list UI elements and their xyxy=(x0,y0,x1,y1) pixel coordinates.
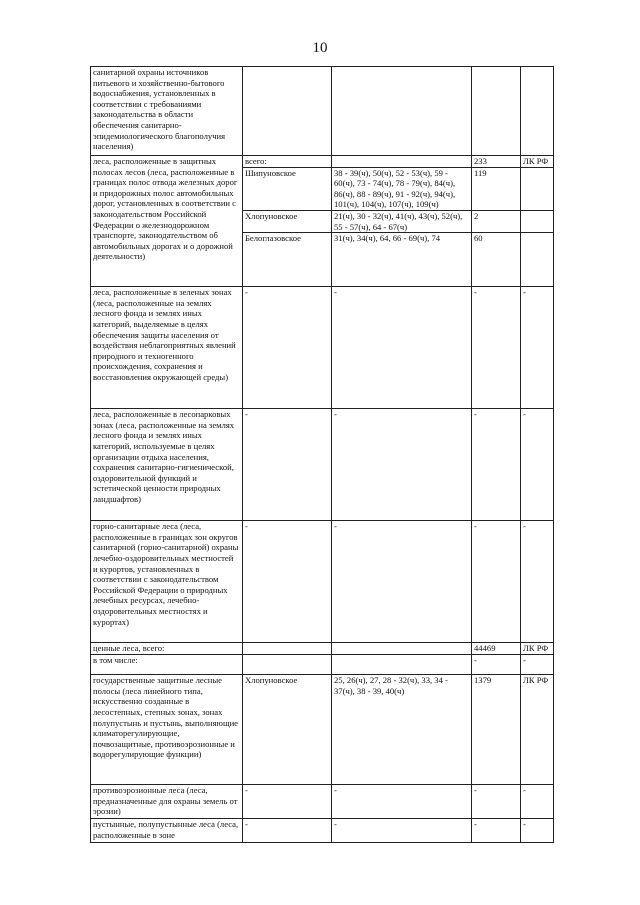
quarters-cell: - xyxy=(332,785,472,819)
table-row xyxy=(91,643,554,655)
forestry-cell: - xyxy=(243,819,332,843)
quarters-cell xyxy=(332,655,472,675)
quarters-cell: 21(ч), 30 - 32(ч), 41(ч), 43(ч), 52(ч), 55 - 57(ч), 64 - 67(ч) xyxy=(332,210,472,232)
forestry-cell: всего: xyxy=(243,156,332,168)
quarters-cell: 38 - 39(ч), 50(ч), 52 - 53(ч), 59 - 60(ч), 73 - 74(ч), 78 - 79(ч), 84(ч), 86(ч), 88 - 89(ч), 91 - 92(ч), 94(ч), 101(ч), 104(ч), 107(ч), 109(ч) xyxy=(332,167,472,210)
area-cell: - xyxy=(472,409,521,521)
table-row xyxy=(91,655,554,675)
category-cell: государственные защитные лесные полосы (леса линейного типа, искусственно созданные в лесостепных, степных зонах, зонах полупустынь и пустынь, выполняющие климаторегулирующие, почвозащитные, противоэрозионные и водорегулирующие функции) xyxy=(91,675,243,785)
area-cell: - xyxy=(472,521,521,643)
table-row xyxy=(91,67,554,156)
forestry-cell: - xyxy=(243,287,332,409)
docs-cell: - xyxy=(521,521,554,643)
forestry-cell: - xyxy=(243,409,332,521)
table-row xyxy=(91,287,554,409)
docs-cell xyxy=(521,167,554,210)
docs-cell xyxy=(521,67,554,156)
forest-category-table xyxy=(90,66,554,843)
docs-cell: - xyxy=(521,655,554,675)
area-cell: 2 xyxy=(472,210,521,232)
category-cell: санитарной охраны источников питьевого и хозяйственно-бытового водоснабжения, установленных в соответствии с требованиями законодательства в области обеспечения санитарно-эпидемиологического благополучия населения) xyxy=(91,67,243,156)
docs-cell: - xyxy=(521,287,554,409)
table-row xyxy=(91,819,554,843)
docs-cell xyxy=(521,210,554,232)
category-cell: противоэрозионные леса (леса, предназначенные для охраны земель от эрозии) xyxy=(91,785,243,819)
quarters-cell: - xyxy=(332,521,472,643)
quarters-cell xyxy=(332,67,472,156)
docs-cell: ЛК РФ xyxy=(521,675,554,785)
docs-cell: ЛК РФ xyxy=(521,156,554,168)
category-cell: ценные леса, всего: xyxy=(91,643,243,655)
forestry-cell: - xyxy=(243,785,332,819)
forestry-cell: Белоглазовское xyxy=(243,233,332,287)
table-row xyxy=(91,675,554,785)
quarters-cell: 31(ч), 34(ч), 64, 66 - 69(ч), 74 xyxy=(332,233,472,287)
page-number: 10 xyxy=(312,40,328,56)
table-row xyxy=(91,785,554,819)
docs-cell xyxy=(521,233,554,287)
quarters-cell: - xyxy=(332,819,472,843)
area-cell: - xyxy=(472,819,521,843)
area-cell: 44469 xyxy=(472,643,521,655)
category-cell: в том числе: xyxy=(91,655,243,675)
quarters-cell: - xyxy=(332,409,472,521)
quarters-cell xyxy=(332,156,472,168)
category-cell: леса, расположенные в лесопарковых зонах (леса, расположенные на землях лесного фонда и землях иных категорий, используемые в целях организации отдыха населения, сохранения санитарно-гигиенической, оздоровительной функций и эстетической ценности природных ландшафтов) xyxy=(91,409,243,521)
area-cell: 1379 xyxy=(472,675,521,785)
category-cell: горно-санитарные леса (леса, расположенные в границах зон округов санитарной (горно-санитарной) охраны лечебно-оздоровительных местностей и курортов, установленных в соответствии с законодательством Российской Федерации о природных лечебных ресурсах, лечебно-оздоровительных местностях и курортах) xyxy=(91,521,243,643)
quarters-cell xyxy=(332,643,472,655)
area-cell: - xyxy=(472,287,521,409)
forestry-cell xyxy=(243,643,332,655)
area-cell: - xyxy=(472,655,521,675)
docs-cell: ЛК РФ xyxy=(521,643,554,655)
forestry-cell xyxy=(243,655,332,675)
table-row xyxy=(91,156,554,168)
category-cell: леса, расположенные в зеленых зонах (леса, расположенные на землях лесного фонда и землях иных категорий, выделяемые в целях обеспечения защиты населения от воздействия неблагоприятных явлений природного и техногенного происхождения, сохранения и восстановления окружающей среды) xyxy=(91,287,243,409)
table-row xyxy=(91,521,554,643)
forestry-cell: Хлопуновское xyxy=(243,210,332,232)
docs-cell: - xyxy=(521,409,554,521)
table-row xyxy=(91,409,554,521)
area-cell: 119 xyxy=(472,167,521,210)
forestry-cell: - xyxy=(243,521,332,643)
area-cell: 233 xyxy=(472,156,521,168)
category-cell: пустынные, полупустынные леса (леса, расположенные в зоне xyxy=(91,819,243,843)
forestry-cell: Шипуновское xyxy=(243,167,332,210)
docs-cell: - xyxy=(521,785,554,819)
quarters-cell: 25, 26(ч), 27, 28 - 32(ч), 33, 34 - 37(ч), 38 - 39, 40(ч) xyxy=(332,675,472,785)
forestry-cell xyxy=(243,67,332,156)
area-cell: - xyxy=(472,785,521,819)
category-cell: леса, расположенные в защитных полосах лесов (леса, расположенные в границах полос отвода железных дорог и придорожных полос автомобильных дорог, установленных в соответствии с законодательством Российской Федерации о железнодорожном транспорте, законодательством об автомобильных дорогах и о дорожной деятельности) xyxy=(91,156,243,287)
area-cell xyxy=(472,67,521,156)
docs-cell: - xyxy=(521,819,554,843)
quarters-cell: - xyxy=(332,287,472,409)
forestry-cell: Хлопуновское xyxy=(243,675,332,785)
area-cell: 60 xyxy=(472,233,521,287)
